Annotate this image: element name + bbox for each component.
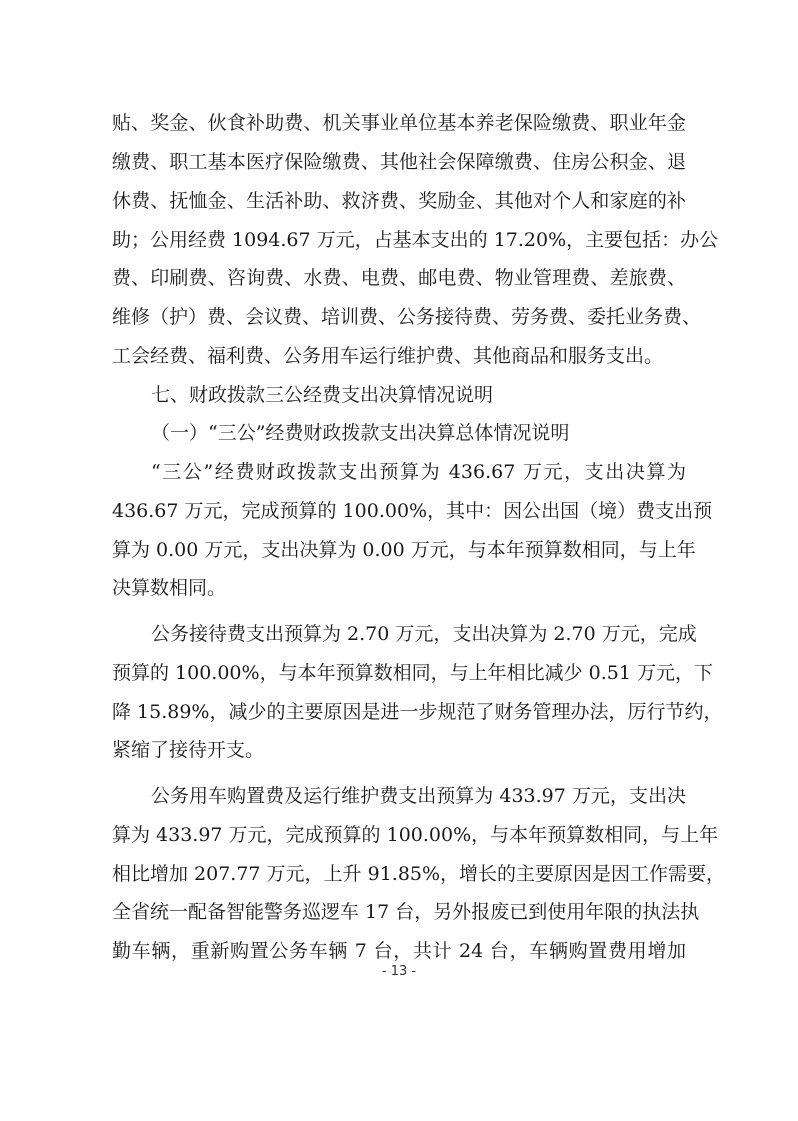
body-text-line: 降 15.89%，减少的主要原因是进一步规范了财务管理办法，厉行节约， — [112, 701, 723, 723]
body-text-line: 全省统一配备智能警务巡逻车 17 台，另外报废已到使用年限的执法执 — [112, 901, 700, 923]
body-text-line: 缴费、职工基本医疗保险缴费、其他社会保障缴费、住房公积金、退 — [112, 151, 686, 173]
body-text-line: 预算的 100.00%，与本年预算数相同，与上年相比减少 0.51 万元，下 — [112, 662, 713, 684]
body-text-line: 费、印刷费、咨询费、水费、电费、邮电费、物业管理费、差旅费、 — [112, 267, 686, 289]
body-text-line: 勤车辆，重新购置公务车辆 7 台，共计 24 台，车辆购置费用增加 — [112, 940, 686, 962]
body-text-line: 维修（护）费、会议费、培训费、公务接待费、劳务费、委托业务费、 — [112, 306, 702, 328]
page-number: - 13 - — [381, 964, 417, 979]
body-text-line: 助；公用经费 1094.67 万元，占基本支出的 17.20%，主要包括：办公 — [112, 229, 719, 251]
body-text-line: 436.67 万元，完成预算的 100.00%，其中：因公出国（境）费支出预 — [112, 500, 713, 522]
body-text-line: “三公”经费财政拨款支出预算为 436.67 万元，支出决算为 — [151, 461, 686, 483]
body-text-line: 相比增加 207.77 万元，上升 91.85%，增长的主要原因是因工作需要， — [112, 863, 726, 885]
section-heading: 七、财政拨款三公经费支出决算情况说明 — [151, 384, 494, 406]
body-text-line: 公务接待费支出预算为 2.70 万元，支出决算为 2.70 万元，完成 — [151, 623, 697, 645]
body-text-line: 算为 433.97 万元，完成预算的 100.00%，与本年预算数相同，与上年 — [112, 824, 719, 846]
subsection-heading: （一）“三公”经费财政拨款支出决算总体情况说明 — [151, 422, 570, 444]
body-text-line: 贴、奖金、伙食补助费、机关事业单位基本养老保险缴费、职业年金 — [112, 112, 686, 134]
body-text-line: 紧缩了接待开支。 — [112, 739, 265, 761]
body-text-line: 决算数相同。 — [112, 577, 227, 599]
body-text-line: 工会经费、福利费、公务用车运行维护费、其他商品和服务支出。 — [112, 345, 664, 367]
body-text-line: 算为 0.00 万元，支出决算为 0.00 万元，与本年预算数相同，与上年 — [112, 539, 696, 561]
body-text-line: 公务用车购置费及运行维护费支出预算为 433.97 万元，支出决 — [151, 785, 686, 807]
body-text-line: 休费、抚恤金、生活补助、救济费、奖励金、其他对个人和家庭的补 — [112, 190, 686, 212]
